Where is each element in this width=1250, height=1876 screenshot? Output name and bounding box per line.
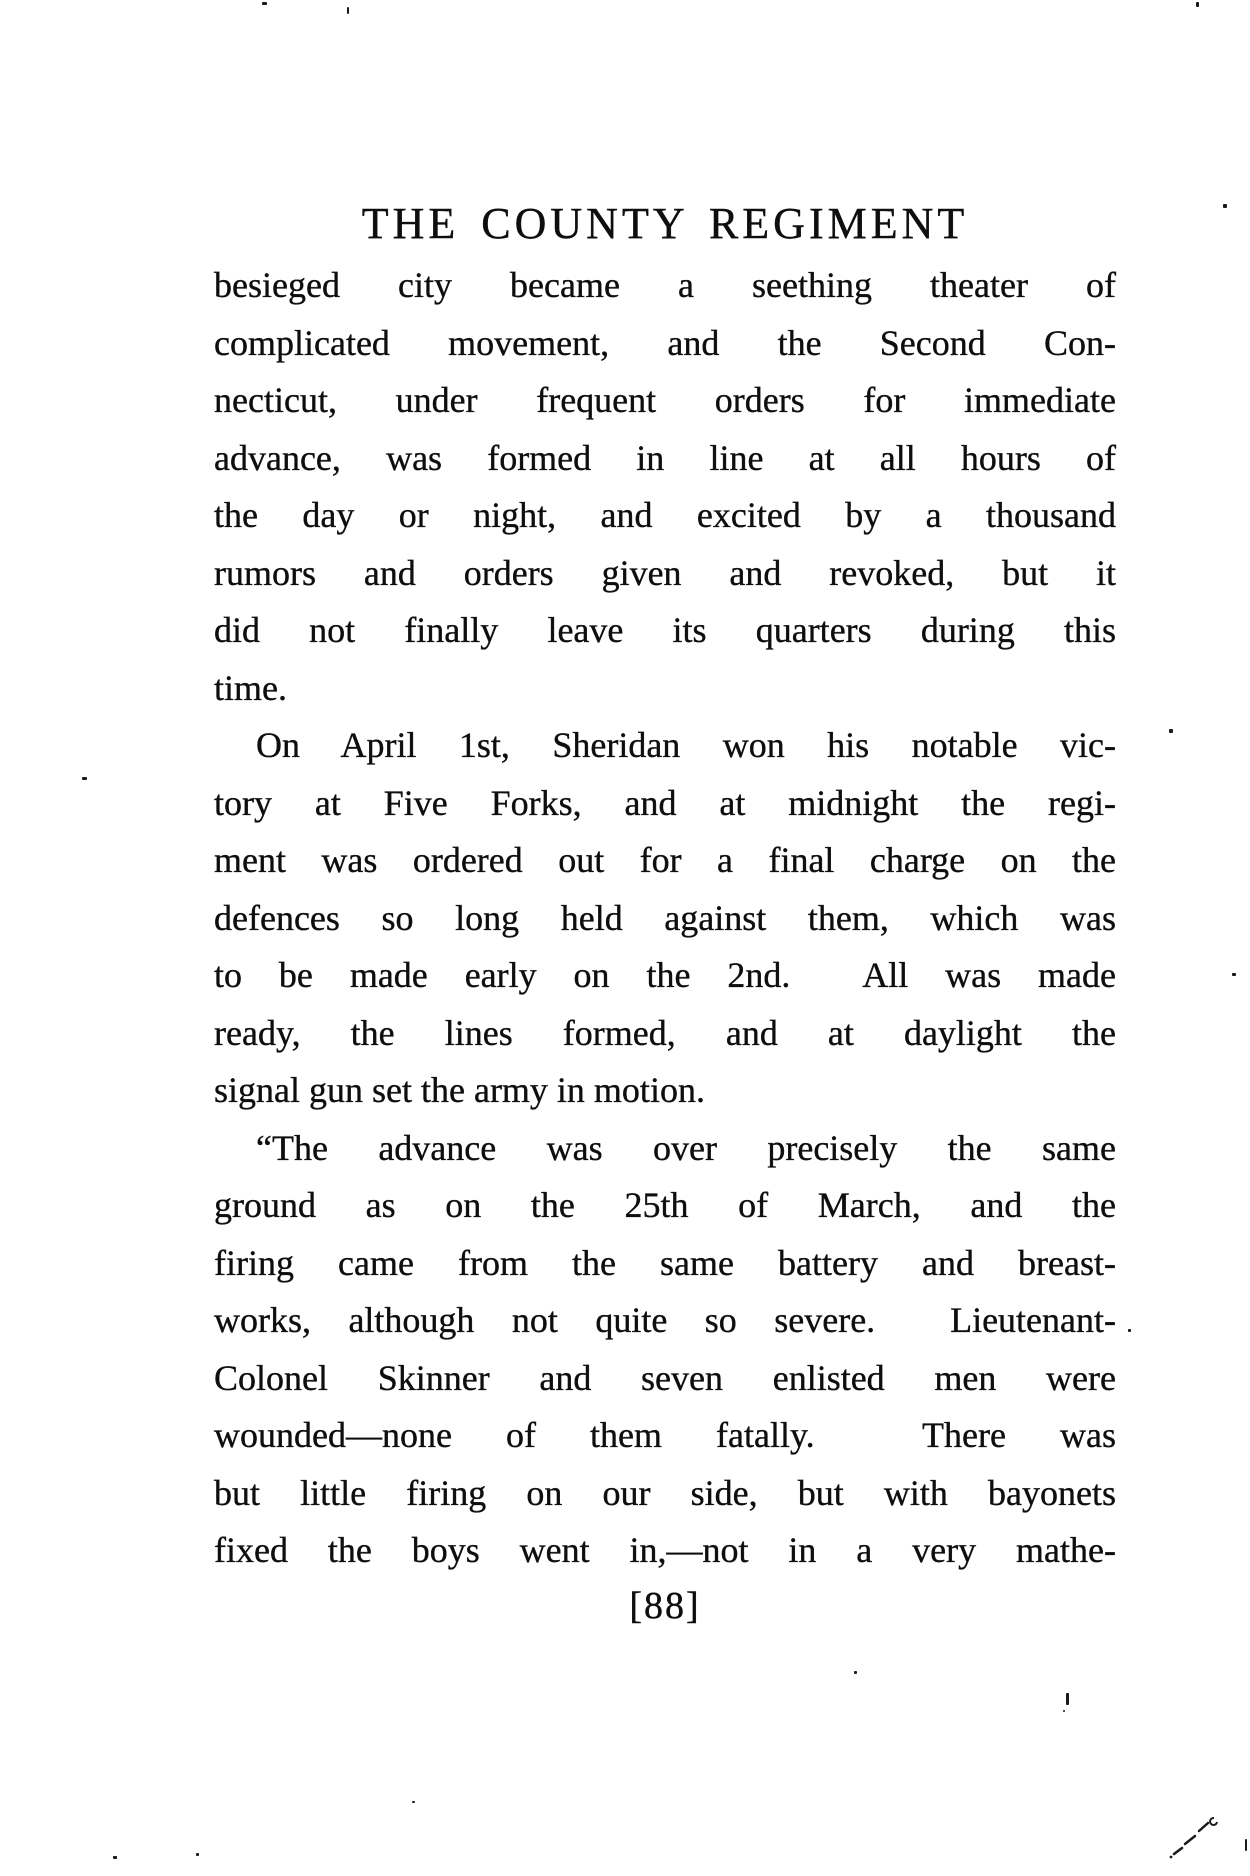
text-line: “The advance was over precisely the same [256, 1127, 1116, 1168]
text-line: firing came from the same battery and breast- [214, 1242, 1116, 1283]
scan-speck [262, 2, 267, 5]
text-line: did not finally leave its quarters during this [214, 610, 1116, 650]
text-line: ment was ordered out for a final charge on the [214, 840, 1116, 880]
text-line: complicated movement, and the Second Con- [214, 322, 1116, 363]
page-header: THE COUNTY REGIMENT [361, 199, 969, 248]
scan-speck [1196, 2, 1199, 7]
scan-speck [1169, 729, 1173, 733]
text-line: advance, was formed in line at all hours of [214, 437, 1116, 478]
text-line: ground as on the 25th of March, and the [214, 1185, 1116, 1225]
text-line: to be made early on the 2nd. All was made [214, 955, 1116, 995]
text-line: Colonel Skinner and seven enlisted men were [214, 1357, 1116, 1398]
page-number: [88] [629, 1585, 701, 1627]
text-line: the day or night, and excited by a thousand [214, 495, 1116, 535]
text-line: tory at Five Forks, and at midnight the regi- [214, 782, 1116, 823]
text-line: fixed the boys went in,—not in a very mathe- [214, 1530, 1116, 1570]
scan-squiggle [1168, 1808, 1228, 1860]
scan-speck [347, 7, 349, 14]
text-line: besieged city became a seething theater of [214, 265, 1116, 305]
text-line: necticut, under frequent orders for immediate [214, 380, 1116, 420]
scan-speck [1063, 1710, 1065, 1712]
scan-speck [1066, 1693, 1069, 1705]
text-line: ready, the lines formed, and at daylight the [214, 1012, 1116, 1053]
text-line: signal gun set the army in motion. [214, 1070, 705, 1110]
text-line: rumors and orders given and revoked, but it [214, 552, 1116, 593]
text-line: defences so long held against them, which was [214, 897, 1116, 938]
scan-speck [854, 1671, 857, 1674]
text-line: but little firing on our side, but with bayonets [214, 1472, 1116, 1513]
scan-speck [82, 777, 87, 780]
text-line: time. [214, 667, 287, 708]
scan-speck [412, 1801, 415, 1803]
scan-speck [1245, 1839, 1247, 1851]
text-line: On April 1st, Sheridan won his notable vic- [256, 725, 1116, 765]
text-line: works, although not quite so severe. Lieutenant- [214, 1300, 1116, 1340]
scan-speck [1128, 1329, 1131, 1332]
scan-speck [1223, 204, 1227, 208]
scan-speck [113, 1856, 117, 1859]
text-line: wounded—none of them fatally. There was [214, 1415, 1116, 1455]
scan-speck [196, 1853, 199, 1856]
body-text [214, 257, 1116, 1580]
scan-speck [1232, 973, 1236, 976]
